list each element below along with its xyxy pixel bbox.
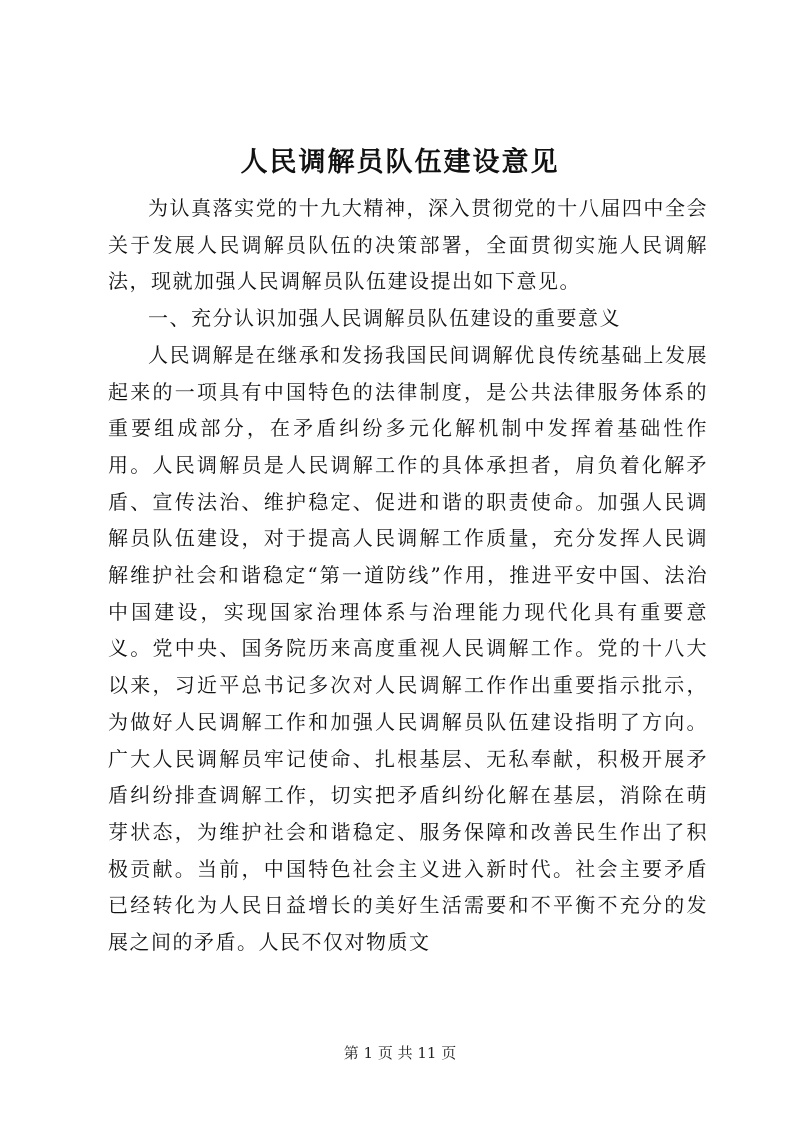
document-body [108, 190, 708, 961]
section-heading: 一、充分认识加强人民调解员队伍建设的重要意义 [148, 306, 621, 331]
page-footer: 第 1 页 共 11 页 [343, 1044, 457, 1062]
body-paragraph: 人民调解是在继承和发扬我国民间调解优良传统基础上发展起来的一项具有中国特色的法律制度，是公共法律服务体系的重要组成部分，在矛盾纠纷多元化解机制中发挥着基础性作用。人民调解员是人民调解工作的具体承担者，肩负着化解矛盾、宣传法治、维护稳定、促进和谐的职责使命。加强人民调解员队伍建设，对于提高人民调解工作质量，充分发挥人民调解维护社会和谐稳定“第一道防线”作用，推进平安中国、法治中国建设，实现国家治理体系与治理能力现代化具有重要意义。党中央、国务院历来高度重视人民调解工作。党的十八大以来，习近平总书记多次对人民调解工作作出重要指示批示，为做好人民调解工作和加强人民调解员队伍建设指明了方向。广大人民调解员牢记使命、扎根基层、无私奉献，积极开展矛盾纠纷排查调解工作，切实把矛盾纠纷化解在基层，消除在萌芽状态，为维护社会和谐稳定、服务保障和改善民生作出了积极贡献。当前，中国特色社会主义进入新时代。社会主要矛盾已经转化为人民日益增长的美好生活需要和不平衡不充分的发展之间的矛盾。人民不仅对物质文 [108, 342, 708, 955]
document-title: 人民调解员队伍建设意见 [240, 147, 560, 178]
intro-paragraph: 为认真落实党的十九大精神，深入贯彻党的十八届四中全会关于发展人民调解员队伍的决策部署，全面贯彻实施人民调解法，现就加强人民调解员队伍建设提出如下意见。 [108, 196, 708, 294]
